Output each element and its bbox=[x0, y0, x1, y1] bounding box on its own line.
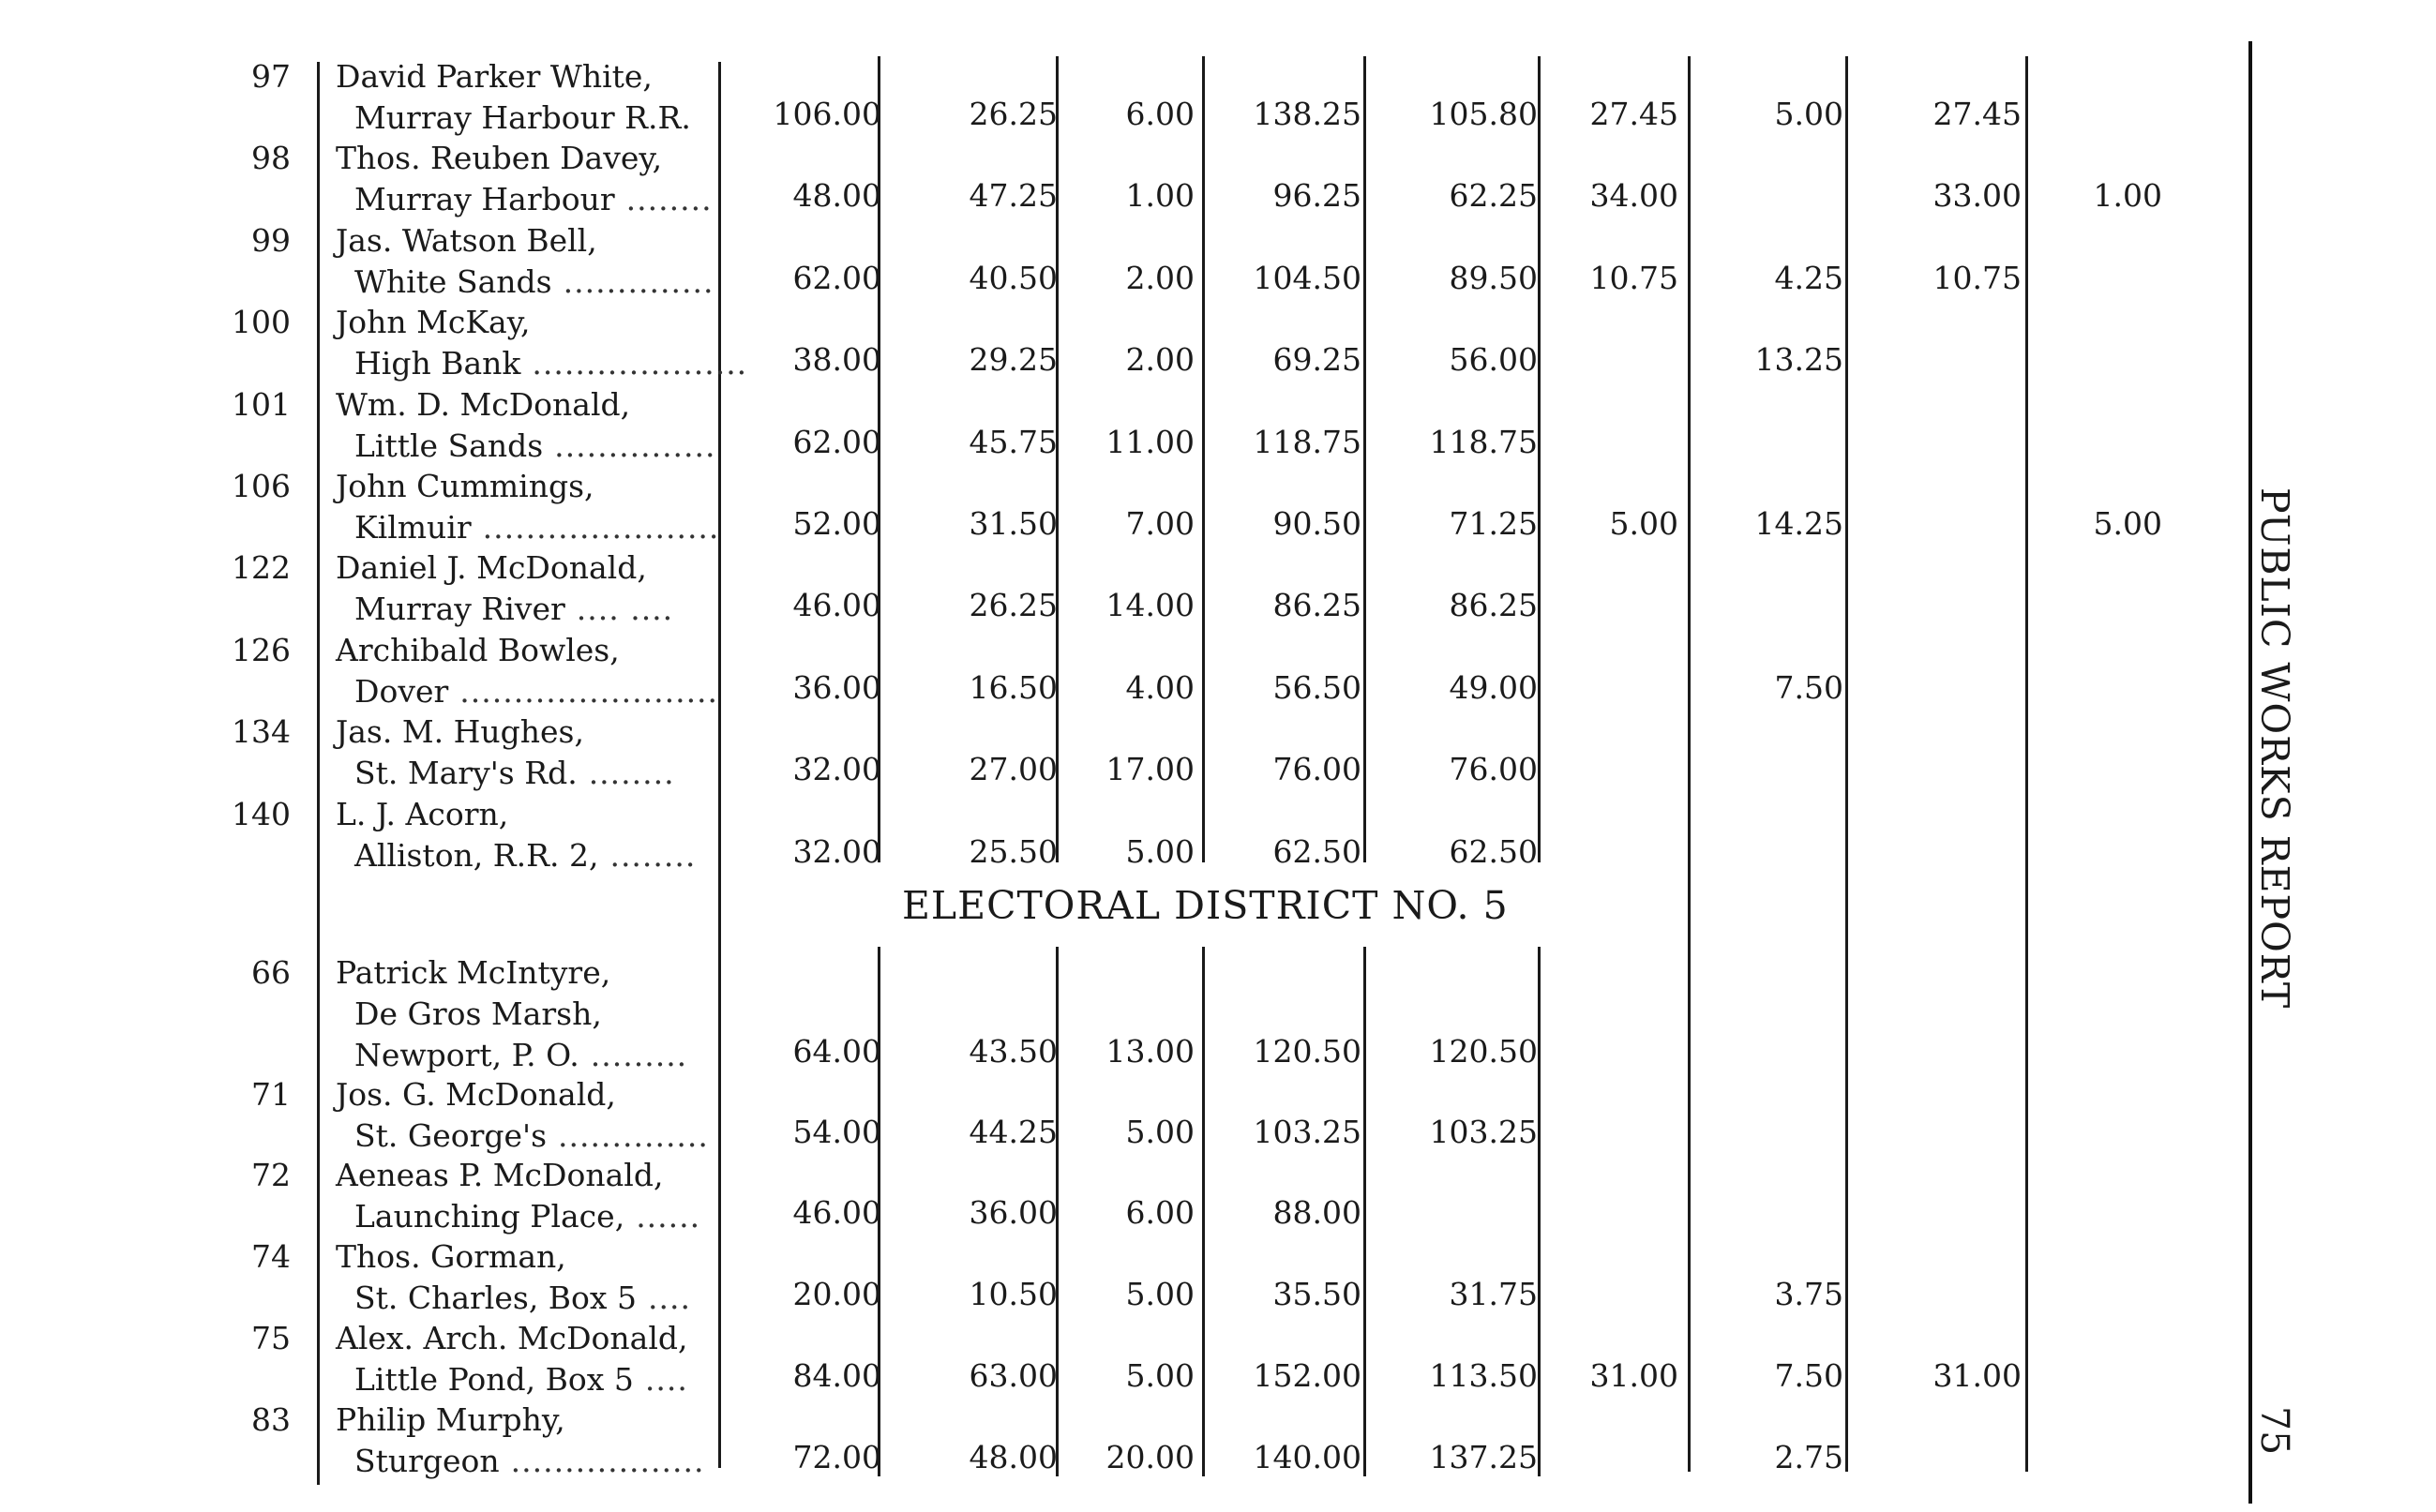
entry-address: White Sands bbox=[354, 263, 552, 300]
entry-number: 97 bbox=[251, 58, 291, 95]
entry-number: 126 bbox=[232, 632, 291, 668]
amount-a: 84.00 bbox=[792, 1357, 881, 1394]
amount-c: 2.00 bbox=[1125, 341, 1195, 378]
entry-number: 83 bbox=[251, 1401, 291, 1438]
amount-b: 48.00 bbox=[969, 1439, 1058, 1475]
amount-h: 27.45 bbox=[1932, 96, 2022, 132]
amount-b: 10.50 bbox=[969, 1276, 1058, 1312]
entry-address: High Bank bbox=[354, 345, 521, 382]
entry-address: Murray River bbox=[354, 591, 565, 627]
amount-g: 14.25 bbox=[1754, 505, 1843, 542]
entry-address: St. Mary's Rd. bbox=[354, 755, 578, 791]
entry-number: 75 bbox=[251, 1320, 291, 1356]
amount-b: 63.00 bbox=[969, 1357, 1058, 1394]
amount-b: 25.50 bbox=[969, 833, 1058, 870]
amount-c: 5.00 bbox=[1125, 1276, 1195, 1312]
amount-g: 4.25 bbox=[1774, 260, 1843, 296]
amount-f: 31.00 bbox=[1589, 1357, 1678, 1394]
amount-d: 69.25 bbox=[1272, 341, 1361, 378]
amount-g: 13.25 bbox=[1754, 341, 1843, 378]
amount-a: 106.00 bbox=[773, 96, 881, 132]
amount-d: 140.00 bbox=[1253, 1439, 1361, 1475]
amount-c: 5.00 bbox=[1125, 1114, 1195, 1150]
amount-d: 62.50 bbox=[1272, 833, 1361, 870]
amount-a: 36.00 bbox=[792, 669, 881, 706]
amount-a: 20.00 bbox=[792, 1276, 881, 1312]
amount-b: 29.25 bbox=[969, 341, 1058, 378]
entry-address: Alliston, R.R. 2, bbox=[354, 837, 599, 874]
amount-d: 118.75 bbox=[1253, 424, 1361, 460]
entry-name: John Cummings, bbox=[336, 468, 594, 504]
amount-e: 76.00 bbox=[1449, 751, 1538, 787]
leader-dots: ........ bbox=[625, 181, 713, 217]
entry-name: Jos. G. McDonald, bbox=[336, 1076, 616, 1113]
entry-address: Little Sands bbox=[354, 427, 544, 464]
entry-number: 98 bbox=[251, 140, 291, 176]
amount-c: 4.00 bbox=[1125, 669, 1195, 706]
amount-e: 62.50 bbox=[1449, 833, 1538, 870]
entry-name: Jas. M. Hughes, bbox=[336, 713, 584, 750]
entry-number: 72 bbox=[251, 1157, 291, 1193]
amount-c: 6.00 bbox=[1125, 96, 1195, 132]
entry-number: 99 bbox=[251, 222, 291, 259]
entry-name: Patrick McIntyre, bbox=[336, 954, 611, 991]
amount-b: 31.50 bbox=[969, 505, 1058, 542]
amount-a: 48.00 bbox=[792, 177, 881, 214]
amount-d: 138.25 bbox=[1253, 96, 1361, 132]
entry-address: Kilmuir bbox=[354, 509, 472, 546]
leader-dots: .............. bbox=[558, 1117, 709, 1154]
amount-b: 26.25 bbox=[969, 587, 1058, 623]
amount-c: 5.00 bbox=[1125, 1357, 1195, 1394]
leader-dots: .................. bbox=[510, 1443, 705, 1479]
amount-c: 5.00 bbox=[1125, 833, 1195, 870]
amount-b: 40.50 bbox=[969, 260, 1058, 296]
leader-dots: .... bbox=[644, 1361, 688, 1398]
amount-g: 3.75 bbox=[1774, 1276, 1843, 1312]
leader-dots: .... .... bbox=[576, 591, 674, 627]
leader-dots: .................... bbox=[532, 345, 748, 382]
entry-name: Wm. D. McDonald, bbox=[336, 386, 631, 423]
amount-c: 2.00 bbox=[1125, 260, 1195, 296]
amount-e: 137.25 bbox=[1429, 1439, 1538, 1475]
amount-e: 113.50 bbox=[1429, 1357, 1538, 1394]
entry-address: Launching Place, bbox=[354, 1198, 625, 1235]
entry-number: 122 bbox=[232, 549, 291, 586]
leader-dots: .... bbox=[648, 1280, 691, 1316]
amount-c: 11.00 bbox=[1105, 424, 1195, 460]
amount-b: 36.00 bbox=[969, 1194, 1058, 1231]
entry-number: 134 bbox=[232, 713, 291, 750]
amount-a: 32.00 bbox=[792, 751, 881, 787]
amount-h: 33.00 bbox=[1932, 177, 2022, 214]
amount-b: 27.00 bbox=[969, 751, 1058, 787]
amount-a: 52.00 bbox=[792, 505, 881, 542]
amount-b: 16.50 bbox=[969, 669, 1058, 706]
leader-dots: ........ bbox=[588, 755, 675, 791]
leader-dots: ........................ bbox=[459, 673, 719, 710]
entry-number: 74 bbox=[251, 1238, 291, 1275]
amount-a: 72.00 bbox=[792, 1439, 881, 1475]
amount-i: 5.00 bbox=[2093, 505, 2162, 542]
amount-e: 31.75 bbox=[1449, 1276, 1538, 1312]
amount-c: 20.00 bbox=[1105, 1439, 1195, 1475]
amount-e: 86.25 bbox=[1449, 587, 1538, 623]
entry-address: Murray Harbour bbox=[354, 181, 615, 217]
leader-dots: ...... bbox=[636, 1198, 701, 1235]
entry-name: L. J. Acorn, bbox=[336, 796, 509, 832]
entry-name: Thos. Gorman, bbox=[336, 1238, 566, 1275]
amount-c: 13.00 bbox=[1105, 1033, 1195, 1070]
leader-dots: ...................... bbox=[482, 509, 720, 546]
amount-f: 10.75 bbox=[1589, 260, 1678, 296]
amount-h: 31.00 bbox=[1932, 1357, 2022, 1394]
amount-f: 5.00 bbox=[1609, 505, 1678, 542]
amount-d: 90.50 bbox=[1272, 505, 1361, 542]
entry-address: Dover bbox=[354, 673, 449, 710]
entry-name: Jas. Watson Bell, bbox=[336, 222, 597, 259]
entry-address: Murray Harbour R.R. bbox=[354, 99, 691, 136]
amount-b: 45.75 bbox=[969, 424, 1058, 460]
amount-h: 10.75 bbox=[1932, 260, 2022, 296]
entry-name: Aeneas P. McDonald, bbox=[336, 1157, 664, 1193]
amount-f: 34.00 bbox=[1589, 177, 1678, 214]
amount-e: 49.00 bbox=[1449, 669, 1538, 706]
amount-g: 7.50 bbox=[1774, 1357, 1843, 1394]
entry-address: De Gros Marsh, bbox=[354, 996, 602, 1032]
name-column-rule bbox=[317, 62, 320, 1485]
leader-dots: ......... bbox=[590, 1037, 688, 1073]
entry-name: Archibald Bowles, bbox=[336, 632, 620, 668]
amount-a: 38.00 bbox=[792, 341, 881, 378]
amount-e: 105.80 bbox=[1429, 96, 1538, 132]
amount-c: 7.00 bbox=[1125, 505, 1195, 542]
amount-c: 1.00 bbox=[1125, 177, 1195, 214]
entry-address: Little Pond, Box 5 bbox=[354, 1361, 634, 1398]
running-title: PUBLIC WORKS REPORT bbox=[2252, 487, 2297, 1010]
amount-d: 104.50 bbox=[1253, 260, 1361, 296]
entry-number: 66 bbox=[251, 954, 291, 991]
entry-number: 100 bbox=[232, 304, 291, 340]
amount-g: 7.50 bbox=[1774, 669, 1843, 706]
amount-c: 14.00 bbox=[1105, 587, 1195, 623]
amount-g: 2.75 bbox=[1774, 1439, 1843, 1475]
amount-b: 47.25 bbox=[969, 177, 1058, 214]
entry-number: 101 bbox=[232, 386, 291, 423]
amount-i: 1.00 bbox=[2093, 177, 2162, 214]
amount-column-rule bbox=[1363, 56, 1366, 862]
leader-dots: .............. bbox=[563, 263, 714, 300]
entry-number: 71 bbox=[251, 1076, 291, 1113]
amount-e: 120.50 bbox=[1429, 1033, 1538, 1070]
amount-a: 46.00 bbox=[792, 587, 881, 623]
amount-column-rule bbox=[2025, 56, 2028, 1472]
amount-a: 46.00 bbox=[792, 1194, 881, 1231]
entry-name: David Parker White, bbox=[336, 58, 653, 95]
section-heading: ELECTORAL DISTRICT NO. 5 bbox=[902, 883, 1509, 928]
amount-c: 6.00 bbox=[1125, 1194, 1195, 1231]
amount-e: 103.25 bbox=[1429, 1114, 1538, 1150]
amount-a: 62.00 bbox=[792, 260, 881, 296]
amount-g: 5.00 bbox=[1774, 96, 1843, 132]
amount-e: 118.75 bbox=[1429, 424, 1538, 460]
entry-address: Newport, P. O. bbox=[354, 1037, 579, 1073]
entry-name: Philip Murphy, bbox=[336, 1401, 565, 1438]
amount-column-rule bbox=[1845, 56, 1848, 1472]
amount-a: 54.00 bbox=[792, 1114, 881, 1150]
amount-e: 62.25 bbox=[1449, 177, 1538, 214]
amount-d: 86.25 bbox=[1272, 587, 1361, 623]
amount-a: 32.00 bbox=[792, 833, 881, 870]
amount-b: 26.25 bbox=[969, 96, 1058, 132]
page-number: 75 bbox=[2252, 1406, 2297, 1456]
amount-d: 35.50 bbox=[1272, 1276, 1361, 1312]
amount-d: 76.00 bbox=[1272, 751, 1361, 787]
amount-column-rule bbox=[1538, 947, 1541, 1476]
amount-d: 120.50 bbox=[1253, 1033, 1361, 1070]
entry-number: 106 bbox=[232, 468, 291, 504]
leader-dots: ........ bbox=[609, 837, 697, 874]
amount-b: 44.25 bbox=[969, 1114, 1058, 1150]
amount-d: 56.50 bbox=[1272, 669, 1361, 706]
amount-d: 96.25 bbox=[1272, 177, 1361, 214]
entry-number: 140 bbox=[232, 796, 291, 832]
entry-address: St. Charles, Box 5 bbox=[354, 1280, 638, 1316]
entry-address: St. George's bbox=[354, 1117, 548, 1154]
entry-name: Daniel J. McDonald, bbox=[336, 549, 647, 586]
amount-d: 88.00 bbox=[1272, 1194, 1361, 1231]
entry-name: John McKay, bbox=[336, 304, 531, 340]
amount-b: 43.50 bbox=[969, 1033, 1058, 1070]
entry-address: Sturgeon bbox=[354, 1443, 500, 1479]
amount-c: 17.00 bbox=[1105, 751, 1195, 787]
amount-f: 27.45 bbox=[1589, 96, 1678, 132]
amount-d: 103.25 bbox=[1253, 1114, 1361, 1150]
amount-e: 56.00 bbox=[1449, 341, 1538, 378]
amount-a: 64.00 bbox=[792, 1033, 881, 1070]
amount-e: 89.50 bbox=[1449, 260, 1538, 296]
amount-a: 62.00 bbox=[792, 424, 881, 460]
entry-name: Alex. Arch. McDonald, bbox=[336, 1320, 688, 1356]
amount-e: 71.25 bbox=[1449, 505, 1538, 542]
amount-d: 152.00 bbox=[1253, 1357, 1361, 1394]
entry-name: Thos. Reuben Davey, bbox=[336, 140, 663, 176]
leader-dots: ............... bbox=[554, 427, 716, 464]
amount-column-rule bbox=[1363, 947, 1366, 1476]
